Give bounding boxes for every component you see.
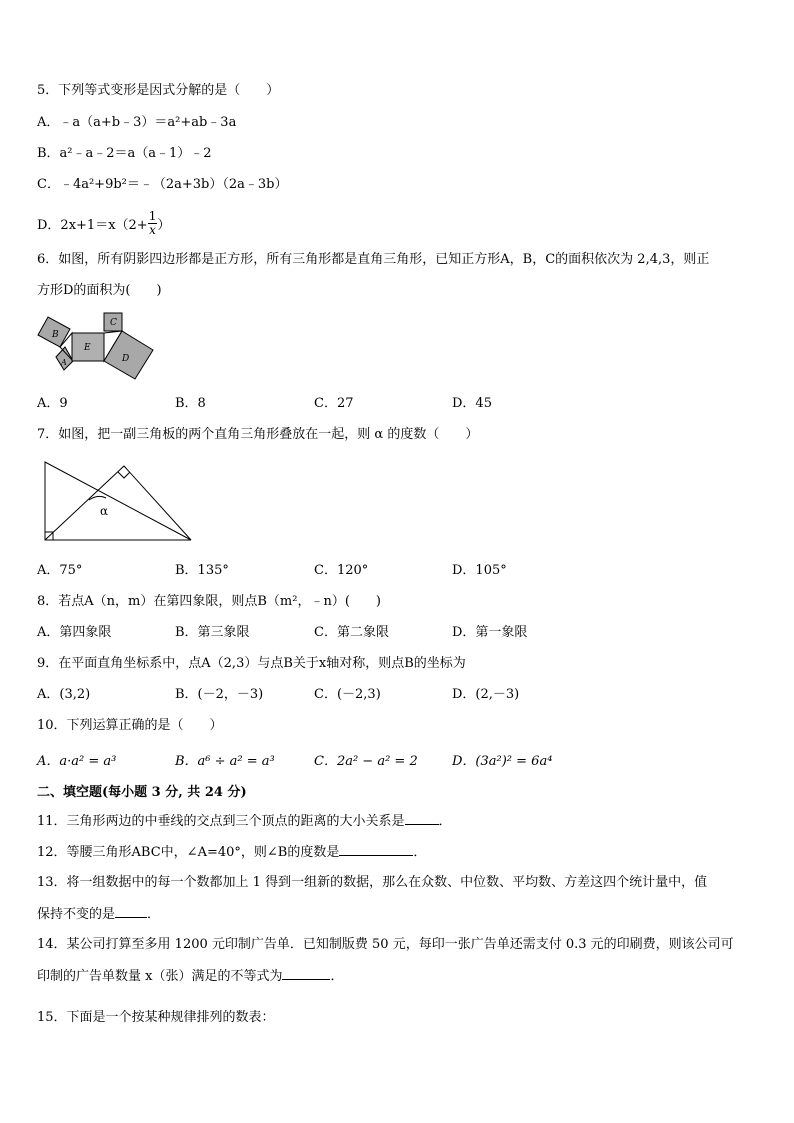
q5-option-c: C．﹣4a²+9b²＝﹣（2a+3b）（2a﹣3b） [37,177,288,192]
q7-option-a: A．75° [37,563,83,578]
q6-option-d: D．45 [452,396,492,411]
big-triangle [45,462,191,540]
label-c: C [110,318,117,328]
q6-stem-line1: 6．如图，所有阴影四边形都是正方形，所有三角形都是直角三角形，已知正方形A，B，C的面积依次为 2,4,3，则正 [37,252,710,267]
q11-answer-blank [405,812,439,825]
q6-option-b: B．8 [175,396,206,411]
q15-text: 15．下面是一个按某种规律排列的数表： [37,1010,275,1025]
q13-end: ． [147,907,161,922]
q9-option-d: D．(2,－3) [452,687,520,702]
q11-end: ． [438,814,452,829]
q7-stem: 7．如图，把一副三角板的两个直角三角形叠放在一起，则 α 的度数（ ） [37,427,479,442]
q13-line1: 13．将一组数据中的每一个数都加上 1 得到一组新的数据，那么在众数、中位数、平均数、方差这四个统计量中，值 [37,875,708,890]
q11 [37,812,452,831]
q6-squares-figure [36,310,160,382]
q12-text: 12．等腰三角形ABC中，∠A=40°，则∠B的度数是 [37,845,340,860]
q6-option-a: A．9 [37,396,68,411]
q5-option-a: A．﹣a（a+b﹣3）＝a²+ab﹣3a [37,115,237,130]
q10-option-a: A．a·a² = a³ [37,754,117,769]
q12 [37,843,426,862]
q8-option-b: B．第三象限 [175,625,250,640]
label-b: B [52,330,59,340]
q12-end: ． [413,845,427,860]
q5-option-d-suffix: ） [157,218,171,233]
q9-option-c: C．(－2,3) [314,687,381,702]
q10-stem: 10．下列运算正确的是（ ） [37,718,223,733]
q7-option-d: D．105° [452,563,507,578]
q7-option-b: B．135° [175,563,229,578]
section-title-fill-in: 二、填空题(每小题 3 分, 共 24 分) [37,785,247,800]
q14-line2 [37,967,343,986]
q8-option-a: A．第四象限 [37,625,112,640]
q10-option-b: B．a⁶ ÷ a² = a³ [175,754,275,769]
q5-option-d-prefix: D．2x+1＝x（2+ [37,218,148,233]
q14-line1: 14．某公司打算至多用 1200 元印制广告单．已知制版费 50 元，每印一张广告单还需支付 0.3 元的印刷费，则该公司可 [37,937,734,952]
q11-text: 11．三角形两边的中垂线的交点到三个顶点的距离的大小关系是 [37,814,405,829]
right-angle-mark-top [118,472,130,478]
q13-answer-blank [115,905,147,918]
q5-fraction-numerator: 1 [148,209,157,223]
q8-option-d: D．第一象限 [452,625,528,640]
q9-option-a: A．(3,2) [37,687,91,702]
q12-answer-blank [339,843,413,856]
q5-fraction-denominator: x [149,223,156,237]
q5-fraction [148,210,158,237]
q7-option-c: C．120° [314,563,369,578]
q9-option-b: B．(－2，－3) [175,687,264,702]
label-e: E [84,343,91,353]
q14-answer-blank [282,967,330,980]
q8-option-c: C．第二象限 [314,625,389,640]
q7-triangles-figure [40,458,196,544]
q5-option-b: B．a²﹣a﹣2＝a（a﹣1）﹣2 [37,146,212,161]
q5-stem: 5．下列等式变形是因式分解的是（ ） [37,83,280,98]
q5-option-d [37,209,171,239]
q13-text: 保持不变的是 [37,907,116,922]
q9-stem: 9．在平面直角坐标系中，点A（2,3）与点B关于x轴对称，则点B的坐标为 [37,656,466,671]
q10-option-d: D．(3a²)² = 6a⁴ [452,754,553,769]
alpha-label: α [100,504,109,518]
label-d: D [122,354,130,364]
q14-text: 印制的广告单数量 x（张）满足的不等式为 [37,969,283,984]
q14-end: ． [330,969,344,984]
label-a: A [61,358,67,367]
q10-option-c: C．2a² − a² = 2 [314,754,418,769]
second-triangle [45,466,191,540]
q6-option-c: C．27 [314,396,354,411]
q13-line2 [37,905,160,924]
q6-stem-line2: 方形D的面积为( ) [37,283,162,298]
q8-stem: 8．若点A（n，m）在第四象限，则点B（m²，﹣n）( ) [37,594,381,609]
